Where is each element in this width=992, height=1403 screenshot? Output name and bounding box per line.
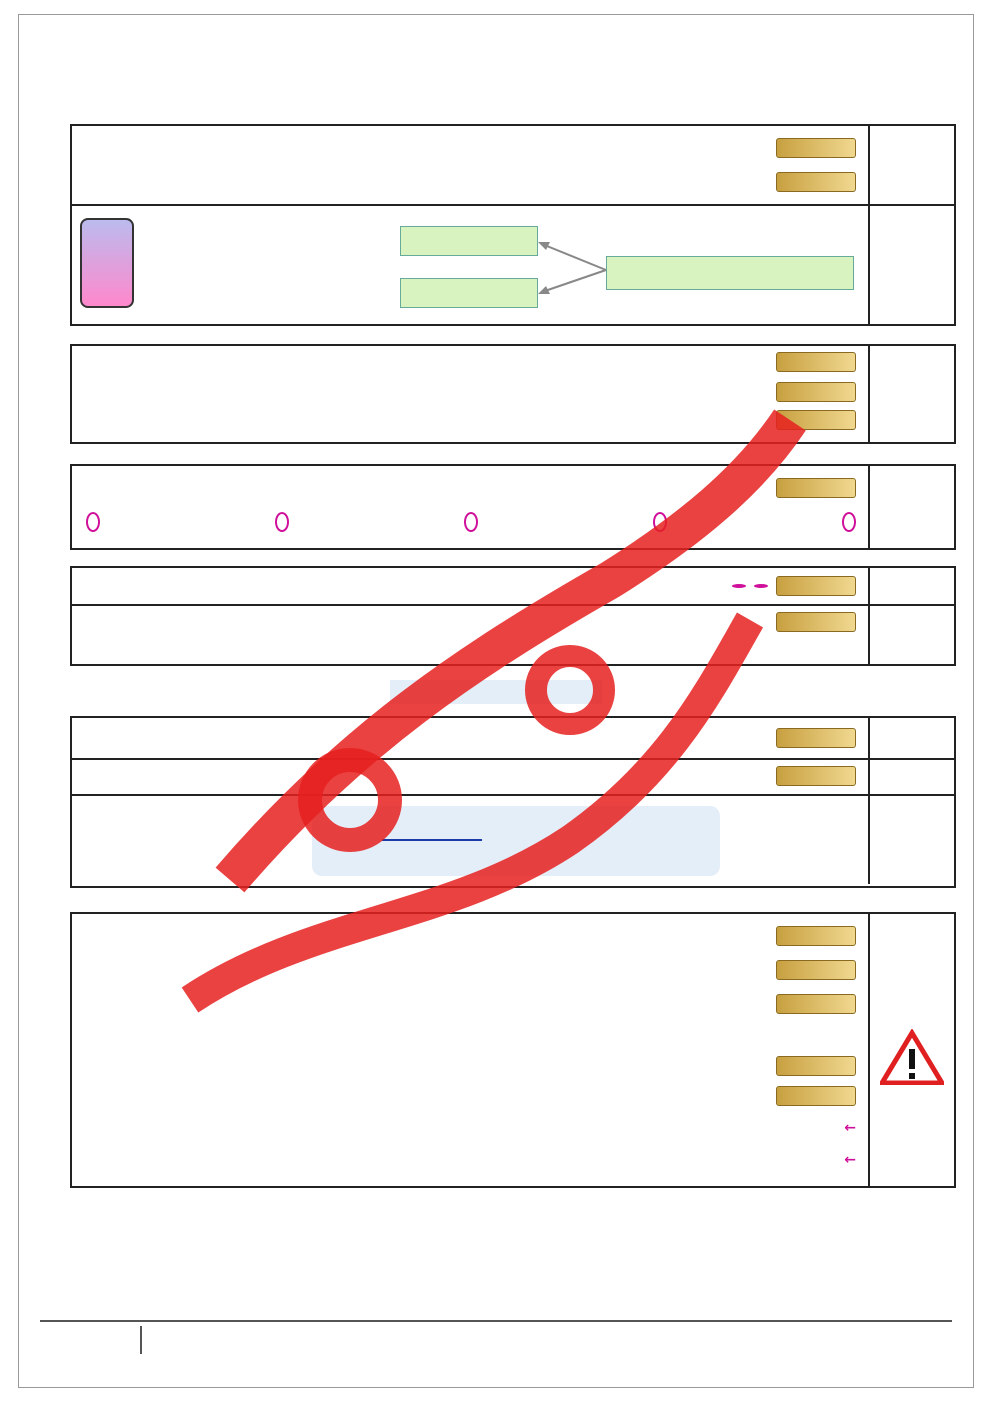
pen-icon [776,960,856,980]
num [86,512,100,532]
definition-row-1 [758,138,856,158]
mass-percent-heading [390,680,602,704]
side-decor-bar [22,66,60,1306]
pen-icon [776,728,856,748]
usage-label [870,760,954,794]
num [653,512,667,532]
quantitative-box [70,464,956,550]
qualitative-option [400,226,538,256]
num [842,512,856,532]
conversion-mass [840,1120,856,1136]
expression-label [868,206,954,324]
method-item [86,514,100,530]
method-item [275,514,289,530]
row-divider [72,794,954,796]
qualitative-label [868,346,954,442]
pen-icon [776,172,856,192]
mass-percent-definition [762,728,856,748]
pen-icon [776,138,856,158]
num [732,584,746,588]
pen-icon [776,994,856,1014]
pen-icon [776,382,856,402]
footer-divider [140,1326,142,1354]
example-line-1 [772,612,856,632]
footer [40,1320,952,1358]
fraction-bar [382,839,482,841]
pen-icon [776,1056,856,1076]
num [464,512,478,532]
qualitative-row-1 [768,382,856,402]
note-label [868,568,954,604]
phone-icon [80,218,134,308]
definition-box [70,124,956,206]
method-item [653,514,667,530]
definition-row-2 [758,172,856,192]
methods-list [86,514,856,530]
formula-box [312,806,720,876]
pen-icon [776,926,856,946]
pen-icon [776,1086,856,1106]
qualitative-row-2 [768,410,856,430]
remark-6 [772,1086,856,1106]
definition-label [870,718,954,758]
note-box [70,566,956,606]
remark-1 [772,926,856,946]
note-row [728,576,856,596]
mass-percent-usage [772,766,856,786]
arrow-left-icon: ← [844,1152,856,1168]
pen-icon [776,766,856,786]
warning-icon [880,1029,944,1085]
quantitative-label [868,466,954,548]
quantitative-intro [772,478,856,498]
expression-main-box [606,256,854,290]
top-decor-bar [40,20,952,56]
example-box [70,604,956,666]
definition-label [868,126,954,204]
pen-icon [776,576,856,596]
chemistry-banner [70,1204,810,1304]
remarks-label-cell [868,914,954,1186]
quantitative-option [400,278,538,308]
pen-icon [776,612,856,632]
qualitative-intro [756,352,856,372]
pen-icon [776,352,856,372]
pen-icon [776,478,856,498]
branch-arrows [536,236,608,300]
law-label [870,796,954,884]
num [754,584,768,588]
remark-2 [772,960,856,980]
row-divider [72,758,954,760]
qualitative-box [70,344,956,444]
remark-5 [772,1056,856,1076]
num [275,512,289,532]
conversion-volume [840,1152,856,1168]
example-label [868,606,954,664]
pen-icon [776,410,856,430]
remark-3 [764,994,856,1014]
method-item [464,514,478,530]
remarks-box [70,912,956,1188]
arrow-left-icon: ← [844,1120,856,1136]
method-item [842,514,856,530]
